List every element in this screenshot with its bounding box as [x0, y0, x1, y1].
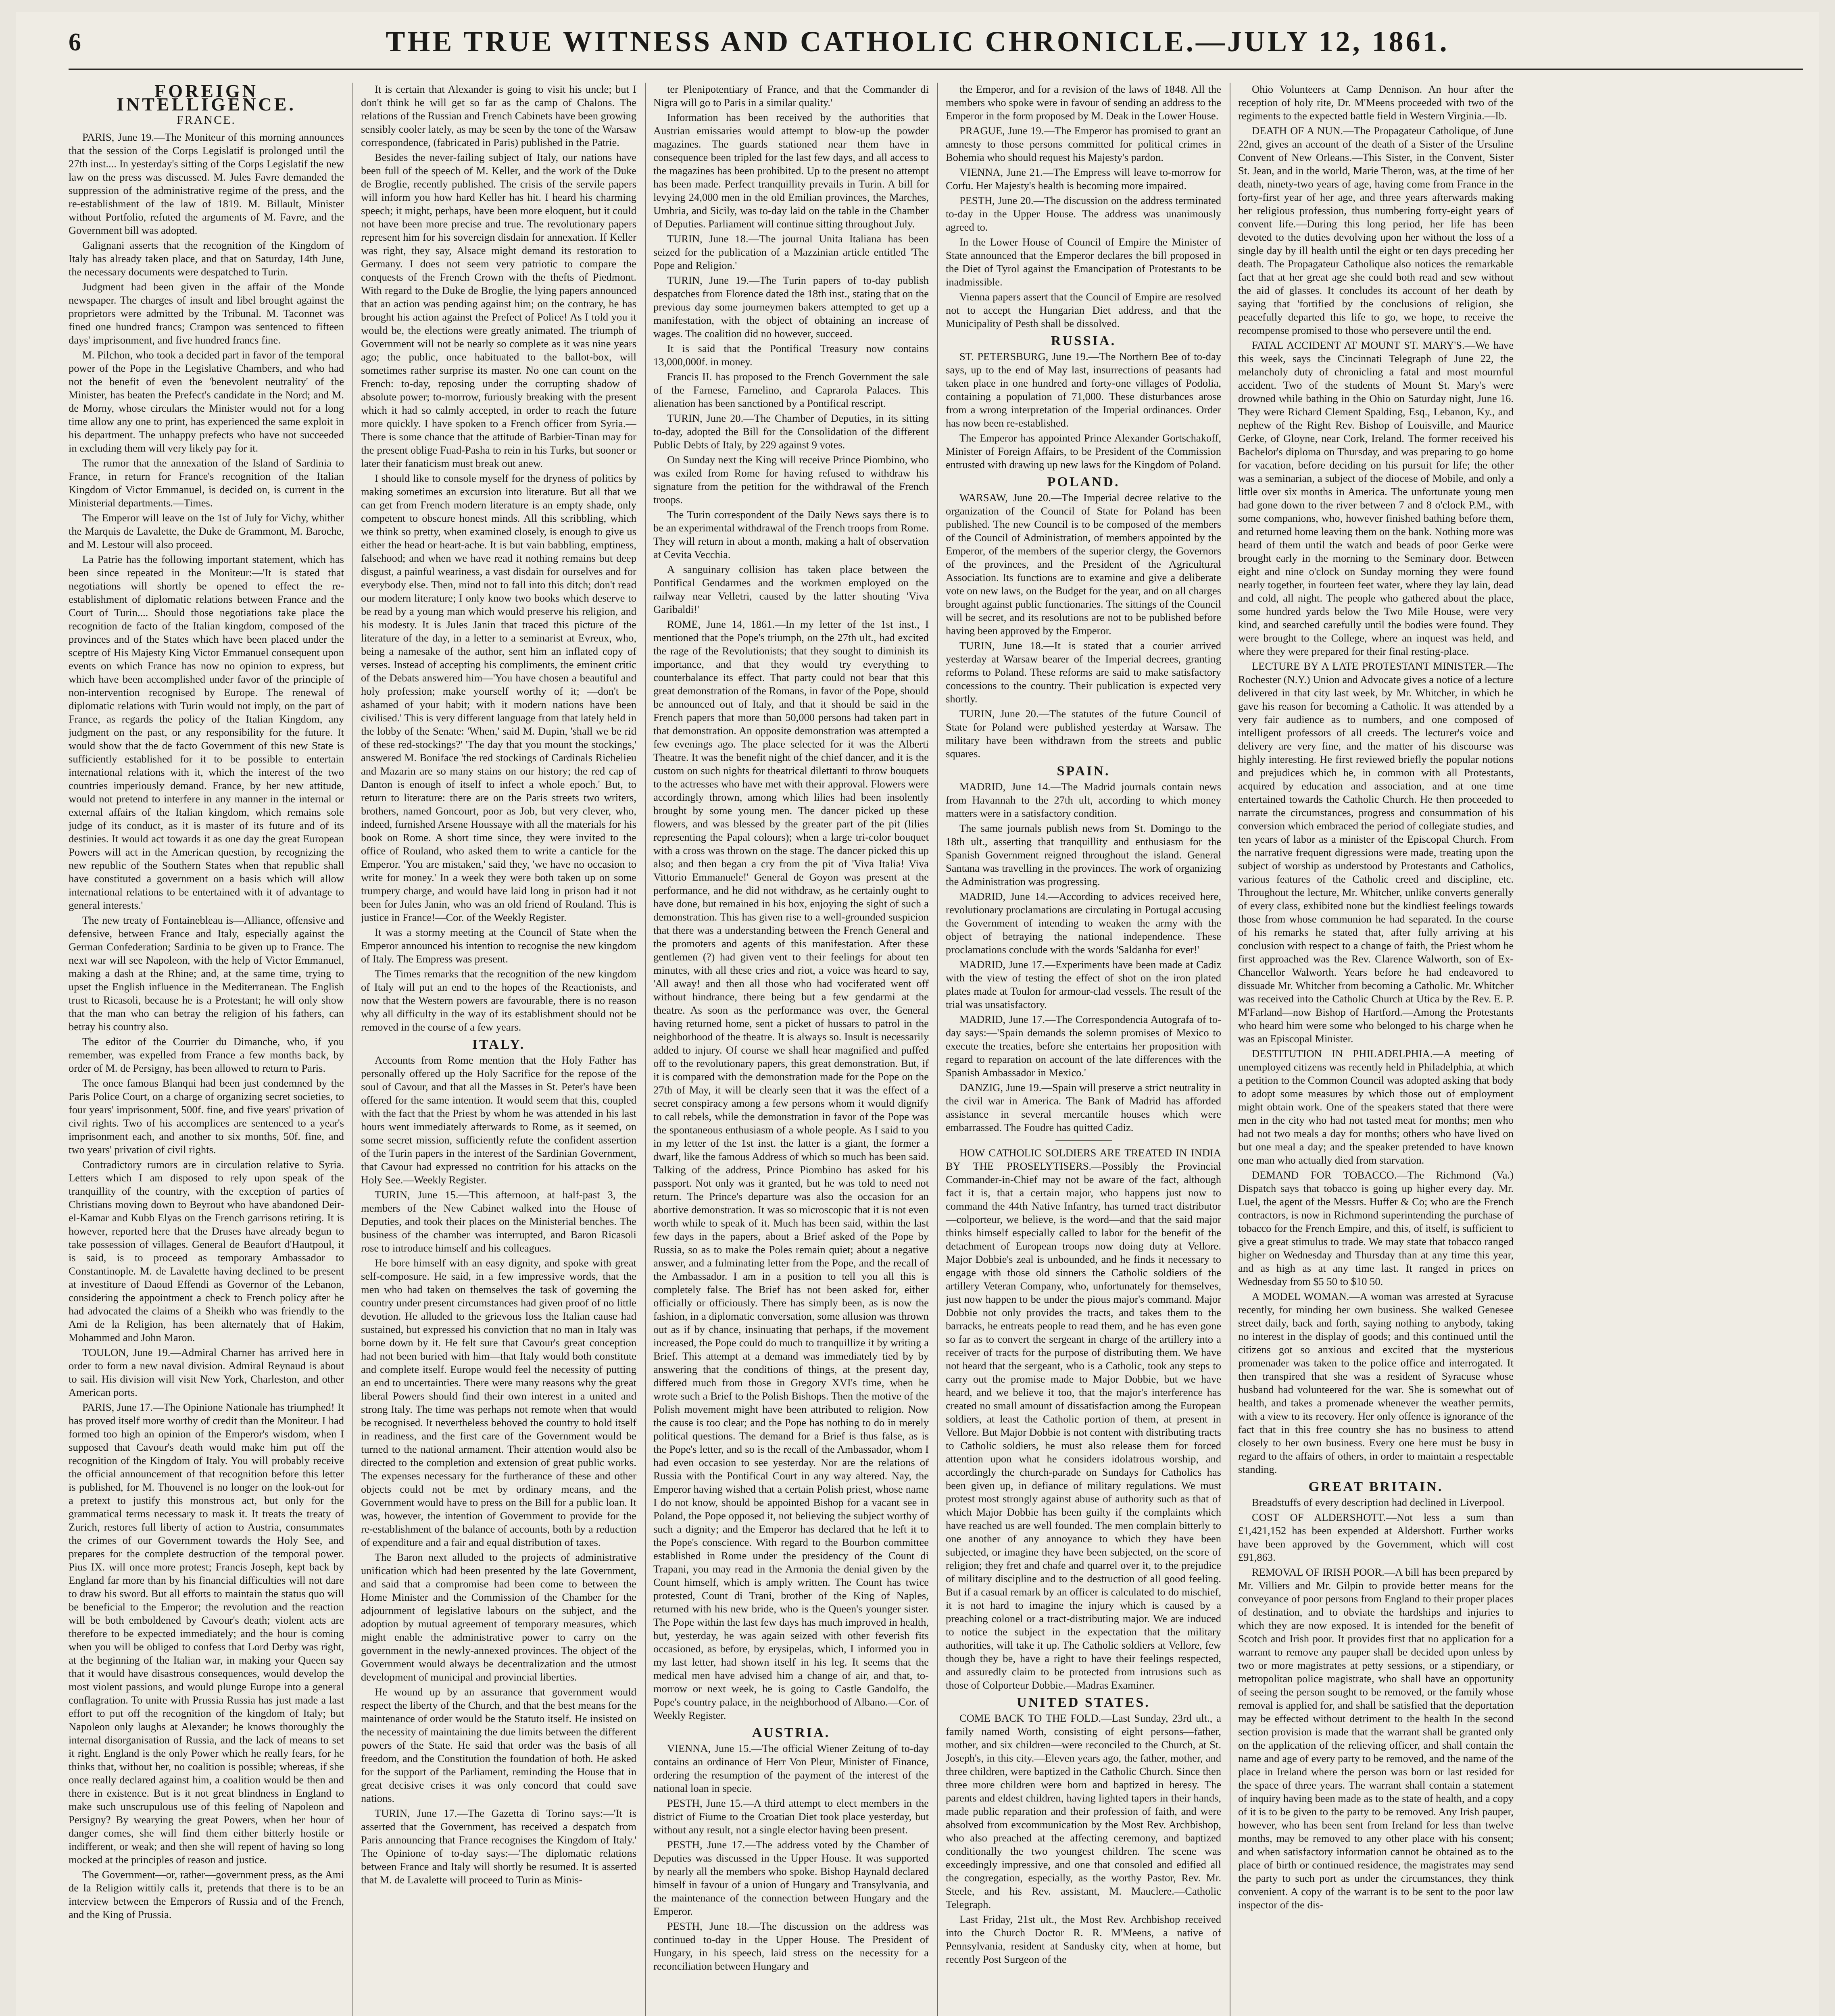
- article-paragraph: The once famous Blanqui had been just condemned by the Paris Police Court, on a charge of organizing secret societies, to four years' imprisonment, 500f. fine, and five years' privation of civil rights. Two of his accomplices are sentenced to a year's imprisonment each, and another to six months, 50f. fine, and two years' privation of civil rights.: [69, 1077, 344, 1156]
- article-paragraph: MADRID, June 14.—According to advices received here, revolutionary proclamations are circulating in Portugal accusing the Government of intending to weaken the army with the object of betraying the national independence. These proclamations conclude with the words 'Saldanha for ever!': [946, 890, 1221, 956]
- article-paragraph: ter Plenipotentiary of France, and that the Commander di Nigra will go to Paris in a similar quality.': [653, 83, 929, 108]
- article-paragraph: PESTH, June 15.—A third attempt to elect members in the district of Fiume to the Croatian Diet took place yesterday, but without any result, not a single elector having been present.: [653, 1797, 929, 1836]
- article-paragraph: VIENNA, June 15.—The official Wiener Zeitung of to-day contains an ordinance of Herr Von Pleur, Minister of Finance, ordering the resumption of the payment of the interest of the national loan in specie.: [653, 1742, 929, 1794]
- article-paragraph: DEATH OF A NUN.—The Propagateur Catholique, of June 22nd, gives an account of the death of a Sister of the Ursuline Convent of New Orleans.—This Sister, in the Convent, Sister St. Jean, and in the world, Marie Theron, was, at the time of her death, ninety-two years of age, having come from France in the forty-first year of her age, and three years afterwards making her religious profession, thus numbering forty-eight years of convent life.—During this long period, her life has been devoted to the duties devolving upon her without the loss of a single day by ill health until the eight or ten days preceding her death. The Propagateur Catholique also notices the remarkable fact that at her great age she could both read and sew without the aid of glasses. It concludes its account of her death by saying that 'fortified by the conclusions of religion, she peacefully departed this life to go, we hope, to receive the recompense promised to those who persevere until the end.: [1238, 125, 1514, 336]
- article-paragraph: Besides the never-failing subject of Italy, our nations have been full of the speech of M. Keller, and the work of the Duke de Broglie, recently published. The crisis of the servile papers will inform you how hard Keller has hit. I heard his charming speech; it might, perhaps, have been more eloquent, but it could not have been more precise and true. The revolutionary papers represent him for his sovereign disdain for annexation. If Keller was right, they say, Alsace might demand its restoration to Germany. I does not seem very patriotic to compare the conquests of the French Crown with the thefts of Piedmont. With regard to the Duke de Broglie, the lying papers announced that an action was pending against him; on the contrary, he has brought his action against the Prefect of Police! As I told you it would be, the elections were greatly animated. The triumph of Government will not be nearly so complete as it was nine years ago; the public, once habituated to the ballot-box, will sometimes rather surprise its master. No one can count on the French: to-day, reposing under the corrupting shadow of absolute power; to-morrow, furiously breaking with the present which it had so calmly accepted, in order to reach the future more quickly. I have spoken to a French officer from Syria.—There is some chance that the attitude of Barbier-Tinan may for the present oblige Fuad-Pasha to rein in his Turks, but sooner or later their fanaticism must break out anew.: [361, 151, 636, 469]
- article-paragraph: MADRID, June 17.—The Correspondencia Autografa of to-day says:—'Spain demands the solemn promises of Mexico to execute the treaties, before she entertains her proposition with regard to reparation on account of the late differences with the Spanish Ambassador in Mexico.': [946, 1013, 1221, 1079]
- article-paragraph: TOULON, June 19.—Admiral Charner has arrived here in order to form a new naval division. Admiral Reynaud is about to sail. His division will visit New York, Charleston, and other American ports.: [69, 1346, 344, 1398]
- article-paragraph: TURIN, June 19.—The Turin papers of to-day publish despatches from Florence dated the 18th inst., stating that on the previous day some journeymen bakers attempted to get up a manifestation, with the object of obtaining an increase of wages. The coalition did no however, succeed.: [653, 274, 929, 339]
- article-paragraph: FATAL ACCIDENT AT MOUNT ST. MARY'S.—We have this week, says the Cincinnati Telegraph of June 22, the melancholy duty of chronicling a fatal and most mournful accident. Two of the students of Mount St. Mary's were drowned while bathing in the Ohio on Saturday night, June 16. They were Richard Clement Spalding, Esq., Lebanon, Ky., and nephew of the Right Rev. Bishop of Louisville, and Maurice Gerke, of Gloyne, near Cork, Ireland. The former received his Bachelor's diploma on Thursday, and was preparing to go home for vacation, before deciding on his pursuit for life; the other was a seminarian, a subject of the diocese of Mobile, and only a little over six months in America. The unfortunate young men had gone down to the river between 7 and 8 o'clock P.M., with some companions, who, however finished bathing before them, and returned home leaving them on the bank. Nothing more was heard of them until the watch and beads of poor Gerke were brought early in the morning to the Seminary door. Between eight and nine o'clock on Sunday morning they were found nearly together, in fourteen feet water, where they lay lain, dead and cold, all night. The people who gathered about the place, some hundred yards below the Two Mile House, were very kind, and searched carefully until the bodies were found. They were brought to the College, where an inquest was held, and where they were prepared for their final resting-place.: [1238, 339, 1514, 657]
- masthead: [16, 12, 1819, 73]
- article-paragraph: LECTURE BY A LATE PROTESTANT MINISTER.—The Rochester (N.Y.) Union and Advocate gives a notice of a lecture delivered in that city last week, by Mr. Whitcher, in which he gave his reason for becoming a Catholic. It was attended by a very fair audience as to numbers, and one composed of intelligent professors of all creeds. The lecturer's voice and delivery are very fine, and the matter of his discourse was highly interesting. He first reviewed briefly the popular notions and prejudices which he, in common with all Protestants, acquired by education and association, and at one time entertained towards the Catholic Church. He then proceeded to narrate the circumstances, progress and consummation of his conversion which embraced the period of collegiate studies, and ten years of labor as a minister of the Episcopal Church. From the narrative frequent digressions were made, treating upon the subject of worship as understood by Protestants and Catholics, various features of the Catholic creed and discipline, etc. Throughout the lecture, Mr. Whitcher, unlike converts generally of every class, exhibited none but the kindliest feelings towards those from whose communion he had separated. In the course of his remarks he stated that, after fully arriving at his conclusion with respect to a change of faith, the Priest whom he first approached was the Rev. Clarence Walworth, son of Ex-Chancellor Walworth. Years before he had endeavored to dissuade Mr. Whitcher from becoming a Catholic. Mr. Whitcher was received into the Catholic Church at Utica by the Rev. E. P. M'Farland—now Bishop of Hartford.—Among the Protestants who heard him were some who belonged to his charge when he was an Episcopal Minister.: [1238, 660, 1514, 1045]
- article-paragraph: Francis II. has proposed to the French Government the sale of the Farnese, Farnelino, and Caprarola Palaces. This alienation has been sanctioned by a Pontifical rescript.: [653, 371, 929, 409]
- running-title: THE TRUE WITNESS AND CATHOLIC CHRONICLE.—JULY 12, 1861.: [386, 25, 1449, 58]
- article-paragraph: PESTH, June 20.—The discussion on the address terminated to-day in the Upper House. The address was unanimously agreed to.: [946, 194, 1221, 233]
- section-heading: AUSTRIA.: [752, 1725, 830, 1740]
- article-paragraph: The new treaty of Fontainebleau is—Alliance, offensive and defensive, between France and Italy, especially against the German Confederation; Sardinia to be given up to France. The next war will see Napoleon, with the help of Victor Emmanuel, making a dash at the Rhine; and, at the same time, trying to upset the English influence in the Mediterranean. The English trust to Ricasoli, because he is a Protestant; he will only show that the man who can betray the religion of his fathers, can betray his country also.: [69, 914, 344, 1033]
- article-paragraph: I should like to console myself for the dryness of politics by making sometimes an excursion into literature. But all that we can get from French modern literature is an empty shade, only competent to obscure honest minds. All this scribbling, which we think so pretty, when examined closely, is enough to give us either the head or heart-ache. It is but vain babbling, emptiness, falsehood; and when we have read it nothing remains but deep disgust, a painful weariness, a vast disdain for ourselves and for everybody else. Then, mind not to fall into this ditch; don't read our modern literature; I only know two books which deserve to be read by a young man which would preserve his religion, and his modesty. It is Jules Janin that traced this picture of the literature of the day, in a letter to a seminarist at Evreux, who, being a namesake of the author, sent him an inflated copy of verses. Instead of accepting his compliments, the eminent critic of the Debats answered him—'You have chosen a beautiful and holy profession; make yourself worthy of it; —don't be ashamed of your habit; with it modern nations have been civilised.' This is very different language from that lately held in the lobby of the Senate: 'When,' said M. Dupin, 'shall we be rid of these red-stockings?' 'The day that you mount the stockings,' answered M. Boniface 'the red stockings of Cardinals Richelieu and Mazarin are so many stains on our history; the red cap of Danton is enough of itself to infect a whole epoch.' But, to return to literature: there are on the Paris streets two writers, brothers, named Goncourt, poor as Job, but very clever, who, indeed, furnished Arsene Houssaye with all the materials for his book on Rome. A short time since, they were invited to the office of Rouland, who asked them to write a canticle for the Emperor. 'You are mistaken,' said they, 'we have no occasion to write for money.' In a week they were both taken up on some trumpery charge, and would have laid long in prison had it not been for Jules Janin, who was an old friend of Rouland. This is justice in France!—Cor. of the Weekly Register.: [361, 472, 636, 923]
- section-heading: ITALY.: [472, 1037, 525, 1052]
- article-paragraph: REMOVAL OF IRISH POOR.—A bill has been prepared by Mr. Villiers and Mr. Gilpin to provide better means for the conveyance of poor persons from England to their proper places of destination, and to obviate the hardships and injuries to which they are now exposed. It is intended for the benefit of Scotch and Irish poor. It provides first that no application for a warrant to remove any pauper shall be decided upon unless by two or more magistrates at petty sessions, or a stipendiary, or metropolitan police magistrate, who shall have an opportunity of seeing the person sought to be removed, or the family whose removal is applied for, and shall be satisfied that the deportation may be effected without detriment to the health In the second section provision is made that the warrant shall be granted only on the application of the relieving officer, and shall contain the name and age of every party to be removed, and the name of the place in Ireland where the person was born or last resided for the space of three years. The warrant shall contain a statement of inquiry having been made as to the state of health, and a copy of it is to be given to the party to be removed. Any Irish pauper, however, who has been sent from Ireland for less than twelve months, may be removed to any other place with his consent; and when satisfactory information cannot be obtained as to the place of birth or continued residence, the magistrates may send the party to such port as under the circumstances, they think convenient. A copy of the warrant is to be sent to the poor law inspector of the dis-: [1238, 1566, 1514, 1911]
- article-paragraph: Last Friday, 21st ult., the Most Rev. Archbishop received into the Church Doctor R. R. M'Meens, a native of Pennsylvania, resident at Sandusky city, when at home, but recently Post Surgeon of the: [946, 1913, 1221, 1965]
- article-paragraph: MADRID, June 17.—Experiments have been made at Cadiz with the view of testing the effect of shot on the iron plated plates made at Toulon for armour-clad vessels. The result of the trial was unsatisfactory.: [946, 958, 1221, 1010]
- article-paragraph: COST OF ALDERSHOTT.—Not less a sum than £1,421,152 has been expended at Aldershott. Further works have been approved by the Government, which will cost £91,863.: [1238, 1511, 1514, 1563]
- article-paragraph: DESTITUTION IN PHILADELPHIA.—A meeting of unemployed citizens was recently held in Philadelphia, at which a petition to the Common Council was adopted asking that body to adopt some measures by which those out of employment might obtain work. One of the speakers stated that there were men in the city who had not tasted meat for months; men who had not two meals a day for months; others who have lived on but one meal a day; and the speaker pretended to have known one man who actually died from starvation.: [1238, 1048, 1514, 1166]
- article-paragraph: A MODEL WOMAN.—A woman was arrested at Syracuse recently, for minding her own business. She walked Genesee street daily, back and forth, saying nothing to anybody, taking no interest in the display of goods; and this continued until the citizens got so anxious and excited that the mysterious promenader was taken to the police office and interrogated. It then transpired that she was a resident of Syracuse whose husband had volunteered for the war. She is somewhat out of health, and takes a promenade whenever the weather permits, with a view to its recovery. Her only offence is ignorance of the fact that in this free country she has no business to attend closely to her own business. Every one here must be busy in regard to the affairs of others, in order to maintain a respectable standing.: [1238, 1290, 1514, 1475]
- article-paragraph: The Emperor has appointed Prince Alexander Gortschakoff, Minister of Foreign Affairs, to be President of the Commission entrusted with drawing up new laws for the Kingdom of Poland.: [946, 432, 1221, 471]
- article-paragraph: He wound up by an assurance that government would respect the liberty of the Church, and that the best means for the maintenance of order would be the Statuto itself. He insisted on the necessity of maintaining the due limits between the different powers of the State. He said that order was the basis of all freedom, and the Constitution the foundation of both. He asked for the support of the Parliament, reminding the House that in great decisive crises it was only concord that could save nations.: [361, 1686, 636, 1804]
- article-paragraph: A sanguinary collision has taken place between the Pontifical Gendarmes and the workmen employed on the railway near Velletri, caused by the latter shouting 'Viva Garibaldi!': [653, 563, 929, 615]
- article-paragraph: The Government—or, rather—government press, as the Ami de la Religion wittily calls it, pretends that there is to be an interview between the Emperors of Russia and of the French, and the King of Prussia.: [69, 1868, 344, 1920]
- article-paragraph: Contradictory rumors are in circulation relative to Syria. Letters which I am disposed to rely upon speak of the tranquillity of the country, with the exception of parties of Christians moving down to Beyrout who have abandoned Deir-el-Kamar and Kubb Elyas on the French garrisons retiring. It is however, reported here that the Druses have already begun to take possession of villages. General de Beaufort d'Hautpoul, it is said, is to proceed as temporary Ambassador to Constantinople. M. de Lavalette having declined to be present at investiture of Daoud Effendi as Governor of the Lebanon, considering the appointment a check to French policy after he had advocated the claims of a Sheikh who was friendly to the Ami de la Religion, has been alternately that of Hakim, Mohammed and John Maron.: [69, 1158, 344, 1343]
- article-paragraph: WARSAW, June 20.—The Imperial decree relative to the organization of the Council of State for Poland has been published. The new Council is to be composed of the members of the Council of Administration, of members appointed by the Emperor, of the members of the superior clergy, the Governors of the provinces, and the President of the Agricultural Association. Its functions are to examine and give a deliberate vote on new laws, on the Budget for the year, and on all charges brought against public functionaries. The sittings of the Council will be secret, and its resolutions are not to be published before having been approved by the Emperor.: [946, 492, 1221, 637]
- article-paragraph: The Emperor will leave on the 1st of July for Vichy, whither the Marquis de Lavalette, the Duke de Grammont, M. Baroche, and M. Lestour will also proceed.: [69, 512, 344, 550]
- article-paragraph: TURIN, June 20.—The statutes of the future Council of State for Poland were published yesterday at Warsaw. The military have been withdrawn from the streets and public squares.: [946, 708, 1221, 760]
- column-1: [69, 83, 344, 2016]
- article-paragraph: PESTH, June 17.—The address voted by the Chamber of Deputies was discussed in the Upper House. It was supported by nearly all the members who spoke. Bishop Haynald declared himself in favour of a union of Hungary and Transylvania, and the maintenance of the connection between Hungary and the Emperor.: [653, 1839, 929, 1917]
- article-divider: [1055, 1140, 1112, 1141]
- article-paragraph: He bore himself with an easy dignity, and spoke with great self-composure. He said, in a few impressive words, that the men who had taken on themselves the task of governing the country under present circumstances had given proof of no little devotion. He alluded to the grievous loss the Italian cause had sustained, but expressed his conviction that no man in Italy was borne down by it. He felt sure that Cavour's great conception had not been buried with him—that Italy would both constitute and complete itself. Europe would feel the necessity of putting an end to uncertainties. There were many reasons why the great liberal Powers should find their own interest in a united and strong Italy. The time was perhaps not remote when that would be recognised. It nevertheless behoved the country to hold itself in readiness, and the first care of the Government would be turned to the national armament. Their attention would also be directed to the completion and extension of great public works. The expenses necessary for the furtherance of these and other objects could not be met by ordinary means, and the Government would have to press on the Bill for a public loan. It was, however, the intention of Government to provide for the re-establishment of the balance of accounts, both by a reduction of expenditure and a fair and equal distribution of taxes.: [361, 1257, 636, 1548]
- page-number: 6: [69, 29, 81, 56]
- section-heading: SPAIN.: [1057, 764, 1110, 779]
- column-divider: [352, 83, 353, 2016]
- article-paragraph: TURIN, June 15.—This afternoon, at half-past 3, the members of the New Cabinet walked into the House of Deputies, and took their places on the Ministerial benches. The business of the chamber was interrupted, and Baron Ricasoli rose to introduce himself and his colleagues.: [361, 1189, 636, 1254]
- section-subheading: FRANCE.: [177, 113, 236, 127]
- article-paragraph: Galignani asserts that the recognition of the Kingdom of Italy has already taken place, and that on Saturday, 14th June, the necessary documents were despatched to Turin.: [69, 239, 344, 278]
- column-divider: [937, 83, 938, 2016]
- article-paragraph: In the Lower House of Council of Empire the Minister of State announced that the Emperor declares the bill proposed in the Diet of Tyrol against the Emancipation of Protestants to be inadmissible.: [946, 236, 1221, 288]
- article-paragraph: PESTH, June 18.—The discussion on the address was continued to-day in the Upper House. The President of Hungary, in his speech, laid stress on the necessity for a reconciliation between Hungary and: [653, 1920, 929, 1972]
- article-paragraph: DANZIG, June 19.—Spain will preserve a strict neutrality in the civil war in America. The Bank of Madrid has afforded assistance in several mercantile houses which were embarrassed. The Foudre has quitted Cadiz.: [946, 1081, 1221, 1133]
- article-paragraph: DEMAND FOR TOBACCO.—The Richmond (Va.) Dispatch says that tobacco is going up higher every day. Mr. Luel, the agent of the Messrs. Huffer & Co; who are the French contractors, is now in Richmond superintending the purchase of tobacco for the French Empire, and this, of itself, is sufficient to give a great stimulus to trade. We may state that tobacco ranged higher on Wednesday and Thursday than at any time this year, and as high as at any time last. It ranged in prices on Wednesday from $5 50 to $10 50.: [1238, 1169, 1514, 1287]
- article-paragraph: M. Pilchon, who took a decided part in favor of the temporal power of the Pope in the Legislative Chambers, and who had not the benefit of even the 'benevolent neutrality' of the Minister, has beaten the Prefect's candidate in the Nord; and M. de Morny, whose circulars the Minister would not for a long time allow any one to print, has experienced the same exploit in his department. The unhappy prefects who have not succeeded in excluding them will very likely pay for it.: [69, 349, 344, 454]
- article-paragraph: The Baron next alluded to the projects of administrative unification which had been presented by the late Government, and said that a compromise had been come to between the Home Minister and the Commission of the Chamber for the adjournment of legislative labours on the subject, and the adoption by mutual agreement of temporary measures, which might enable the administrative power to carry on the government in the newly-annexed provinces. The object of the Government would always be decentralization and the utmost development of municipal and provincial liberties.: [361, 1551, 636, 1683]
- section-heading: FOREIGN INTELLIGENCE.: [117, 83, 296, 115]
- article-paragraph: On Sunday next the King will receive Prince Piombino, who was exiled from Rome for having refused to withdraw his signature from the petition for the withdrawal of the French troops.: [653, 454, 929, 506]
- column-3: [653, 83, 929, 2016]
- header-rule: [69, 69, 1803, 70]
- article-paragraph: Information has been received by the authorities that Austrian emissaries would attempt to blow-up the powder magazines. The guards stationed near them have in consequence been tripled for the last few days, and all access to the magazines has been prohibited. Up to the present no attempt has been made. Perfect tranquillity prevails in Turin. A bill for levying 24,000 men in the old Emilian provinces, the Marches, Umbria, and Sicily, was to-day laid on the table in the Chamber of Deputies. Parliament will continue sitting throughout July.: [653, 111, 929, 230]
- column-2: [361, 83, 636, 2016]
- article-paragraph: TURIN, June 18.—It is stated that a courier arrived yesterday at Warsaw bearer of the Imperial decrees, granting reforms to Poland. These reforms are said to make satisfactory concessions to the country. Their publication is expected very shortly.: [946, 639, 1221, 705]
- article-paragraph: Judgment had been given in the affair of the Monde newspaper. The charges of insult and libel brought against the proprietors were admitted by the Tribunal. M. Taconnet was fined one hundred francs; Crampon was sentenced to fifteen days' imprisonment, and five hundred francs fine.: [69, 281, 344, 346]
- columns-container: [69, 83, 1803, 2016]
- section-heading: POLAND.: [1047, 475, 1120, 489]
- article-paragraph: TURIN, June 20.—The Chamber of Deputies, in its sitting to-day, adopted the Bill for the Consolidation of the different Public Debts of Italy, by 229 against 9 votes.: [653, 412, 929, 451]
- article-paragraph: Vienna papers assert that the Council of Empire are resolved not to accept the Hungarian Diet address, and that the Municipality of Pesth shall be dissolved.: [946, 291, 1221, 329]
- article-paragraph: It is certain that Alexander is going to visit his uncle; but I don't think he will get so far as the camp of Chalons. The relations of the Russian and French Cabinets have been growing sensibly cooler lately, as may be seen by the tone of the Warsaw correspondence, (fabricated in Paris) published in the Patrie.: [361, 83, 636, 148]
- section-heading: UNITED STATES.: [1017, 1695, 1150, 1710]
- article-paragraph: The rumor that the annexation of the Island of Sardinia to France, in return for France's recognition of the Italian Kingdom of Victor Emmanuel, is decided on, is current in the Ministerial departments.—Times.: [69, 457, 344, 509]
- article-paragraph: It is said that the Pontifical Treasury now contains 13,000,000f. in money.: [653, 342, 929, 368]
- column-4: [946, 83, 1221, 2016]
- article-paragraph: ROME, June 14, 1861.—In my letter of the 1st inst., I mentioned that the Pope's triumph, on the 27th ult., had excited the rage of the Revolutionists; that they sought to diminish its importance, and that they would try everything to counterbalance its effect. That party could not bear that this great demonstration of the Romans, in favor of the Pope, should be announced out of Italy, and that it should be said in the French papers that more than 50,000 persons had taken part in that demonstration. An opposite demonstration was attempted a few evenings ago. The place selected for it was the Alberti Theatre. It was the benefit night of the chief dancer, and it is the custom on such nights for theatrical dilettanti to throw bouquets to the actresses who have met with their approval. Flowers were accordingly thrown, among which lilies had been insolently brought by some young men. The dancer picked up these flowers, and was blessed by the greater part of the pit (lilies representing the Papal colours); when a large tri-color bouquet with a cross was thrown on the stage. The dancer picked this up also; and then began a cry from the pit of 'Viva Italia! Viva Vittorio Emmanuele!' General de Goyon was present at the performance, and he did not withdraw, as he certainly ought to have done, but remained in his box, enjoying the sight of such a demonstration. This has given rise to a well-grounded suspicion that there was a understanding between the French General and the promoters and agents of this manifestation. After these gentlemen (?) had given vent to their feelings for about ten minutes, with all these cries and riot, a voice was heard to say, 'All away! and then all those who had vociferated went off without hindrance, there being but a few gendarmi at the theatre. As soon as the performance was over, the General having returned home, sent a picket of hussars to patrol in the neighborhood of the theatre. It is always so. Insult is necessarily added to injury. Of course we shall hear magnified and puffed off to the revolutionary papers, this great demonstration. But, if it is compared with the demonstration made for the Pope on the 27th of May, it will be clearly seen that it was the effect of a secret conspiracy among a few persons whom it would dignify to call rebels, while the demonstration in favor of the Pope was the spontaneous enthusiasm of a whole people. As I said to you in my letter of the 1st inst. the latter is a giant, the former a dwarf, like the famous Address of which so much has been said. Talking of the address, Prince Piombino has asked for his passport. Not only was it granted, but he was told to need not return. The Prince's departure was also the occasion for an abortive demonstration. It was so microscopic that it is not even worth while to speak of it. Much has been said, within the last few days in the papers, about a Brief asked of the Pope by Russia, so as to make the Poles remain quiet; about a negative answer, and a fulminating letter from the Pope, and the recall of the Ambassador. I am in a position to tell you all this is completely false. The Brief has not been asked for, either officially or officiously. There has simply been, as is now the fashion, in a diplomatic conversation, some allusion was thrown out as if by chance, insinuating that perhaps, if the movement increased, the Pope could do much to tranquillize it by writing a Brief. This attempt at a demand was immediately tied by by answering that the conditions of things, at the present day, differed much from those in Gregory XVI's time, when he wrote such a Brief to the Polish Bishops. Then the motive of the Polish movement might have been attributed to religion. Now the cause is too clear; and the Pope has nothing to do in merely political questions. The demand for a Brief is thus false, as is the Pope's letter, and so is the recall of the Ambassador, whom I had even occasion to see yesterday. Nor are the relations of Russia with the Pontifical Court in any way altered. Nay, the Emperor having wished that a certain Polish priest, whose name I do not know, should be appointed Bishop for a vacant see in Poland, the Pope opposed it, not believing the subject worthy of such a dignity; and the Emperor has declared that he left it to the Pope's conscience. With regard to the Bourbon committee established in Rome under the presidency of the Count di Trapani, you may read in the Armonia the denial given by the Count himself, which is amply written. The Count has twice protested, Count di Trani, brother of the King of Naples, returned with his new bride, who is the Queen's younger sister. The Pope within the last few days has much improved in health, but, yesterday, he was again seized with other feverish fits occasioned, as before, by erysipelas, which, I informed you in my last letter, had shown itself in his leg. It seems that the medical men have advised him a change of air, and that, to-morrow or next week, he is going to Castle Gandolfo, the Pope's country palace, in the neighborhood of Albano.—Cor. of Weekly Register.: [653, 618, 929, 1721]
- article-paragraph: La Patrie has the following important statement, which has been since repeated in the Moniteur:—'It is stated that negotiations will shortly be opened to effect the re-establishment of diplomatic relations between France and the Court of Turin.... Should those negotiations take place the recognition de facto of the Italian kingdom, composed of the provinces and of the States which have been placed under the sceptre of His Majesty King Victor Emmanuel consequent upon events on which France has now no opinion to express, but which have been accomplished under favor of the principle of non-intervention recognised by Europe. The renewal of diplomatic relations with Turin would not imply, on the part of France, as regards the policy of the Italian Kingdom, any judgment on the past, or any responsibility for the future. It would show that the de facto Government of this new State is sufficiently established for it to be possible to entertain international relations with it, which the interest of the two countries imperiously demand. France, by her new attitude, would not pretend to interfere in any manner in the internal or external affairs of the Italian kingdom, which remains sole judge of its conduct, as it is master of its future and of its destinies. It would act towards it as one day the great European Powers will act in the American question, by recognizing the new republic of the Southern States when that republic shall have constituted a government on a basis which will allow international relations to be entertained with it of advantage to general interests.': [69, 553, 344, 911]
- newspaper-page: [16, 12, 1819, 2016]
- article-paragraph: PARIS, June 17.—The Opinione Nationale has triumphed! It has proved itself more worthy of credit than the Moniteur. I had formed too high an opinion of the Emperor's wisdom, when I supposed that Cavour's death would make him put off the recognition of the Kingdom of Italy. You will probably receive the official announcement of that recognition before this letter is published, for M. Thouvenel is no longer on the look-out for a pretext to justify this monstrous act, but only for the grammatical terms necessary to mask it. It treats the treaty of Zurich, restores full liberty of action to Austria, consummates the crimes of our Government towards the Holy See, and prepares for the complete destruction of the temporal power. Pius IX. will once more protest; Francis Joseph, kept back by England far more than by his financial difficulties will not dare to draw his sword. But all efforts to maintain the status quo will be beneficial to the Emperor; the revolution and the reaction will be both emboldened by Cavour's death; violent acts are therefore to be expected immediately; and the hour is coming when you will be obliged to confess that Lord Derby was right, at the beginning of the Italian war, in making your Queen say that it would have disastrous consequences, would develop the most violent passions, and would plunge Europe into a general conflagration. To unite with Prussia Russia has just made a last effort to put off the recognition of the kingdom of Italy; but Napoleon only laughs at Alexander; he knows thoroughly the internal disorganisation of Russia, and the lack of means to set it right. England is the only Power which he really fears, for he thinks that, without her, no coalition is possible; whereas, if she once really declared against him, a coalition would be then and there in existence. But is it not great blindness in England to make such unscrupulous use of this feeling of Napoleon and Persigny? By wearying the great Powers, when her hour of danger comes, she will find them either bitterly hostile or indifferent, or weak; and then she will repent of having so long mocked at the principles of reason and justice.: [69, 1401, 344, 1866]
- article-paragraph: TURIN, June 17.—The Gazetta di Torino says:—'It is asserted that the Government, has received a despatch from Paris announcing that France recognises the Kingdom of Italy.' The Opinione of to-day says:—'The diplomatic relations between France and Italy will shortly be resumed. It is asserted that M. de Lavalette will proceed to Turin as Minis-: [361, 1807, 636, 1886]
- article-paragraph: PRAGUE, June 19.—The Emperor has promised to grant an amnesty to those persons committed for political crimes in Bohemia who should request his Majesty's pardon.: [946, 125, 1221, 163]
- article-paragraph: The same journals publish news from St. Domingo to the 18th ult., asserting that tranquillity and enthusiasm for the Spanish Government reigned throughout the island. General Santana was travelling in the provinces. The work of organizing the Administration was progressing.: [946, 822, 1221, 887]
- article-paragraph: It was a stormy meeting at the Council of State when the Emperor announced his intention to recognise the new kingdom of Italy. The Empress was present.: [361, 926, 636, 965]
- article-paragraph: The Times remarks that the recognition of the new kingdom of Italy will put an end to the hopes of the Reactionists, and now that the Western powers are favourable, there is no reason why all difficulty in the way of its establishment should not be removed in the course of a few years.: [361, 968, 636, 1033]
- article-paragraph: Accounts from Rome mention that the Holy Father has personally offered up the Holy Sacrifice for the repose of the soul of Cavour, and that all the Masses in St. Peter's have been offered for the same intention. It would seem that this, coupled with the fact that the Priest by whom he was attended in his last hours went immediately afterwards to Rome, as it seemed, on some secret mission, sufficiently refute the confident assertion of the Turin papers in the interest of the Sardinian Government, that Cavour had expressed no contrition for his attacks on the Holy See.—Weekly Register.: [361, 1054, 636, 1186]
- article-paragraph: The editor of the Courrier du Dimanche, who, if you remember, was expelled from France a few months back, by order of M. de Persigny, has been allowed to return to Paris.: [69, 1035, 344, 1074]
- article-paragraph: HOW CATHOLIC SOLDIERS ARE TREATED IN INDIA BY THE PROSELYTISERS.—Possibly the Provincial Commander-in-Chief may not be aware of the fact, although fact it is, that a certain major, who happens just now to command the 44th Native Infantry, has turned tract distributor—colporteur, we believe, is the word—and that the said major thinks himself especially called to labor for the benefit of the detachment of European troops now doing duty at Vellore. Major Dobbie's zeal is unbounded, and he finds it necessary to engage with those old sinners the Catholic soldiers of the artillery Veteran Company, who, unfortunately for themselves, just now happen to be under the pious major's command. Major Dobbie not only provides the tracts, and takes them to the barracks, he entreats people to read them, and he has even gone so far as to convert the sergeant in charge of the artillery into a receiver of tracts for the purpose of distributing them. We have not heard that the sergeant, who is a Catholic, took any steps to carry out the promise made to Major Dobbie, but we have heard, and we believe it too, that the major's interference has created no small amount of dissatisfaction among the European soldiers, at least the Catholic portion of them, at present in Vellore. But Major Dobbie is not content with distributing tracts to Catholic soldiers, he must also release them for forced attention upon what he considers idolatrous worship, and accordingly the church-parade on Sundays for Catholics has been given up, in defiance of military regulations. We must protest most strongly against abuse of authority such as that of which Major Dobbie has been guilty if the complaints which have reached us are well founded. The men complain bitterly to one another of any annoyance to which they have been subjected, or imagine they have been subjected, on the score of religion; they fret and chafe and quarrel over it, to the prejudice of military discipline and to the destruction of all good feeling. But if a casual remark by an officer is calculated to do mischief, it is not hard to imagine the injury which is caused by a preaching colonel or a tract-distributing major. We are induced to notice the subject in the expectation that the military authorities, will take it up. The Catholic soldiers at Vellore, few though they be, have a right to have their feelings respected, and assuredly claim to be protected from intrusions such as those of Colporteur Dobbie.—Madras Examiner.: [946, 1147, 1221, 1691]
- article-paragraph: Ohio Volunteers at Camp Dennison. An hour after the reception of holy rite, Dr. M'Meens proceeded with two of the regiments to the expected battle field in Western Virginia.—Ib.: [1238, 83, 1514, 122]
- article-paragraph: PARIS, June 19.—The Moniteur of this morning announces that the session of the Corps Legislatif is prolonged until the 27th inst.... In yesterday's sitting of the Corps Legislatif the new law on the press was discussed. M. Jules Favre demanded the suppression of the administrative regime of the press, and the re-establishment of the law of 1819. M. Billault, Minister without Portfolio, refuted the arguments of M. Favre, and the Government bill was adopted.: [69, 131, 344, 236]
- article-paragraph: MADRID, June 14.—The Madrid journals contain news from Havannah to the 27th ult, according to which money matters were in a satisfactory condition.: [946, 781, 1221, 819]
- article-paragraph: COME BACK TO THE FOLD.—Last Sunday, 23rd ult., a family named Worth, consisting of eight persons—father, mother, and six children—were reconciled to the Church, at St. Joseph's, in this city.—Eleven years ago, the father, mother, and three children, were baptized in the Catholic Church. Since then three more children were born and baptized in heresy. The parents and eldest children, having lighted tapers in their hands, made public reparation and their profession of faith, and were absolved from excommunication by the Most Rev. Archbishop, who also preached at the affecting ceremony, and baptized conditionally the two youngest children. The scene was exceedingly impressive, and one that consoled and edified all the congregation, especially, as the worthy Pastor, Rev. Mr. Steele, and his Rev. assistant, M. Mauclere.—Catholic Telegraph.: [946, 1712, 1221, 1910]
- article-paragraph: TURIN, June 18.—The journal Unita Italiana has been seized for the publication of a Mazzinian article entitled 'The Pope and Religion.': [653, 233, 929, 271]
- article-paragraph: The Turin correspondent of the Daily News says there is to be an experimental withdrawal of the French troops from Rome. They will return in about a month, making a halt of observation at Cevita Vecchia.: [653, 508, 929, 560]
- section-heading: GREAT BRITAIN.: [1308, 1479, 1443, 1494]
- section-heading: RUSSIA.: [1051, 333, 1116, 348]
- article-paragraph: VIENNA, June 21.—The Empress will leave to-morrow for Corfu. Her Majesty's health is becoming more impaired.: [946, 166, 1221, 192]
- article-paragraph: ST. PETERSBURG, June 19.—The Northern Bee of to-day says, up to the end of May last, insurrections of peasants had taken place in one hundred and forty-one villages of Podolia, containing a population of 71,000. These disturbances arose from a wrong interpretation of the Imperial ordinances. Order has now been re-established.: [946, 350, 1221, 429]
- article-paragraph: Breadstuffs of every description had declined in Liverpool.: [1252, 1496, 1505, 1508]
- column-5: [1238, 83, 1514, 2016]
- article-paragraph: the Emperor, and for a revision of the laws of 1848. All the members who spoke were in favour of sending an address to the Emperor in the form proposed by M. Deak in the Lower House.: [946, 83, 1221, 122]
- column-divider: [645, 83, 646, 2016]
